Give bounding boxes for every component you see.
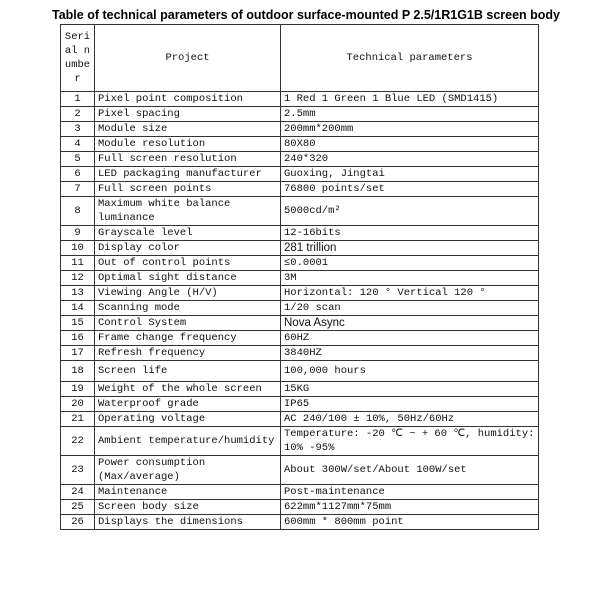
project-cell: LED packaging manufacturer bbox=[95, 167, 281, 182]
parameter-value-cell: 3M bbox=[281, 271, 539, 286]
parameter-value-cell: Horizontal: 120 ° Vertical 120 ° bbox=[281, 286, 539, 301]
table-row bbox=[61, 316, 539, 331]
project-cell: Module size bbox=[95, 122, 281, 137]
table-row bbox=[61, 167, 539, 182]
table-row bbox=[61, 197, 539, 226]
table-row bbox=[61, 346, 539, 361]
table-row bbox=[61, 226, 539, 241]
serial-number-cell: 16 bbox=[61, 331, 95, 346]
serial-number-cell: 3 bbox=[61, 122, 95, 137]
parameter-value-cell: 2.5mm bbox=[281, 107, 539, 122]
serial-number-cell: 19 bbox=[61, 382, 95, 397]
parameter-value-cell: 600mm * 800mm point bbox=[281, 515, 539, 530]
project-cell: Optimal sight distance bbox=[95, 271, 281, 286]
parameter-value-cell: 1/20 scan bbox=[281, 301, 539, 316]
table-row bbox=[61, 107, 539, 122]
table-row bbox=[61, 256, 539, 271]
project-cell: Scanning mode bbox=[95, 301, 281, 316]
project-cell: Screen life bbox=[95, 361, 281, 382]
serial-number-cell: 22 bbox=[61, 427, 95, 456]
serial-number-cell: 6 bbox=[61, 167, 95, 182]
table-row bbox=[61, 515, 539, 530]
serial-number-cell: 9 bbox=[61, 226, 95, 241]
table-body bbox=[61, 92, 539, 530]
project-cell: Refresh frequency bbox=[95, 346, 281, 361]
project-cell: Pixel spacing bbox=[95, 107, 281, 122]
table-row bbox=[61, 152, 539, 167]
technical-parameters-table bbox=[60, 24, 539, 530]
project-cell: Displays the dimensions bbox=[95, 515, 281, 530]
serial-number-cell: 12 bbox=[61, 271, 95, 286]
parameter-value-cell: 200mm*200mm bbox=[281, 122, 539, 137]
parameter-value-cell: 622mm*1127mm*75mm bbox=[281, 500, 539, 515]
table-row bbox=[61, 500, 539, 515]
parameter-value-cell: Temperature: -20 ℃ ~ + 60 ℃, humidity: 10% -95% bbox=[281, 427, 539, 456]
project-cell: Module resolution bbox=[95, 137, 281, 152]
header-technical-parameters: Technical parameters bbox=[281, 25, 539, 92]
table-row bbox=[61, 361, 539, 382]
serial-number-cell: 2 bbox=[61, 107, 95, 122]
project-cell: Waterproof grade bbox=[95, 397, 281, 412]
parameter-value-cell: 1 Red 1 Green 1 Blue LED (SMD1415) bbox=[281, 92, 539, 107]
table-row bbox=[61, 485, 539, 500]
project-cell: Power consumption (Max/average) bbox=[95, 456, 281, 485]
project-cell: Screen body size bbox=[95, 500, 281, 515]
table-row bbox=[61, 137, 539, 152]
parameter-value-cell: ≤0.0001 bbox=[281, 256, 539, 271]
serial-number-cell: 10 bbox=[61, 241, 95, 256]
parameter-value-cell: 76800 points/set bbox=[281, 182, 539, 197]
parameter-value-cell: 80X80 bbox=[281, 137, 539, 152]
serial-number-cell: 7 bbox=[61, 182, 95, 197]
document-title: Table of technical parameters of outdoor surface-mounted P 2.5/1R1G1B screen body bbox=[52, 8, 561, 22]
project-cell: Ambient temperature/humidity bbox=[95, 427, 281, 456]
parameter-value-cell: Post-maintenance bbox=[281, 485, 539, 500]
project-cell: Maximum white balance luminance bbox=[95, 197, 281, 226]
table-row bbox=[61, 271, 539, 286]
parameter-value-cell: IP65 bbox=[281, 397, 539, 412]
table-row bbox=[61, 331, 539, 346]
serial-number-cell: 11 bbox=[61, 256, 95, 271]
table-row bbox=[61, 397, 539, 412]
table-row bbox=[61, 182, 539, 197]
serial-number-cell: 1 bbox=[61, 92, 95, 107]
project-cell: Display color bbox=[95, 241, 281, 256]
parameter-value-cell: Nova Async bbox=[281, 316, 539, 331]
project-cell: Viewing Angle (H/V) bbox=[95, 286, 281, 301]
table-row bbox=[61, 427, 539, 456]
parameter-value-cell: 3840HZ bbox=[281, 346, 539, 361]
serial-number-cell: 8 bbox=[61, 197, 95, 226]
project-cell: Grayscale level bbox=[95, 226, 281, 241]
project-cell: Frame change frequency bbox=[95, 331, 281, 346]
project-cell: Maintenance bbox=[95, 485, 281, 500]
project-cell: Full screen points bbox=[95, 182, 281, 197]
serial-number-cell: 5 bbox=[61, 152, 95, 167]
serial-number-cell: 26 bbox=[61, 515, 95, 530]
parameter-value-cell: 100,000 hours bbox=[281, 361, 539, 382]
project-cell: Out of control points bbox=[95, 256, 281, 271]
serial-number-cell: 23 bbox=[61, 456, 95, 485]
serial-number-cell: 15 bbox=[61, 316, 95, 331]
table-row bbox=[61, 92, 539, 107]
project-cell: Full screen resolution bbox=[95, 152, 281, 167]
table-row bbox=[61, 122, 539, 137]
serial-number-cell: 20 bbox=[61, 397, 95, 412]
table-row bbox=[61, 241, 539, 256]
serial-number-cell: 4 bbox=[61, 137, 95, 152]
parameter-value-cell: 5000cd/m² bbox=[281, 197, 539, 226]
table-row bbox=[61, 456, 539, 485]
parameter-value-cell: AC 240/100 ± 10%, 50Hz/60Hz bbox=[281, 412, 539, 427]
table-row bbox=[61, 301, 539, 316]
serial-number-cell: 17 bbox=[61, 346, 95, 361]
parameter-value-cell: Guoxing, Jingtai bbox=[281, 167, 539, 182]
parameter-value-cell: 12-16bits bbox=[281, 226, 539, 241]
project-cell: Pixel point composition bbox=[95, 92, 281, 107]
parameter-value-cell: 15KG bbox=[281, 382, 539, 397]
serial-number-cell: 24 bbox=[61, 485, 95, 500]
header-serial-number: Serial number bbox=[61, 25, 95, 92]
header-project: Project bbox=[95, 25, 281, 92]
parameter-value-cell: 281 trillion bbox=[281, 241, 539, 256]
table-row bbox=[61, 412, 539, 427]
parameter-value-cell: 60HZ bbox=[281, 331, 539, 346]
serial-number-cell: 18 bbox=[61, 361, 95, 382]
parameter-value-cell: 240*320 bbox=[281, 152, 539, 167]
parameter-value-cell: About 300W/set/About 100W/set bbox=[281, 456, 539, 485]
table-header-row bbox=[61, 25, 539, 92]
project-cell: Control System bbox=[95, 316, 281, 331]
project-cell: Operating voltage bbox=[95, 412, 281, 427]
serial-number-cell: 14 bbox=[61, 301, 95, 316]
serial-number-cell: 25 bbox=[61, 500, 95, 515]
serial-number-cell: 13 bbox=[61, 286, 95, 301]
table-row bbox=[61, 286, 539, 301]
serial-number-cell: 21 bbox=[61, 412, 95, 427]
table-row bbox=[61, 382, 539, 397]
project-cell: Weight of the whole screen bbox=[95, 382, 281, 397]
